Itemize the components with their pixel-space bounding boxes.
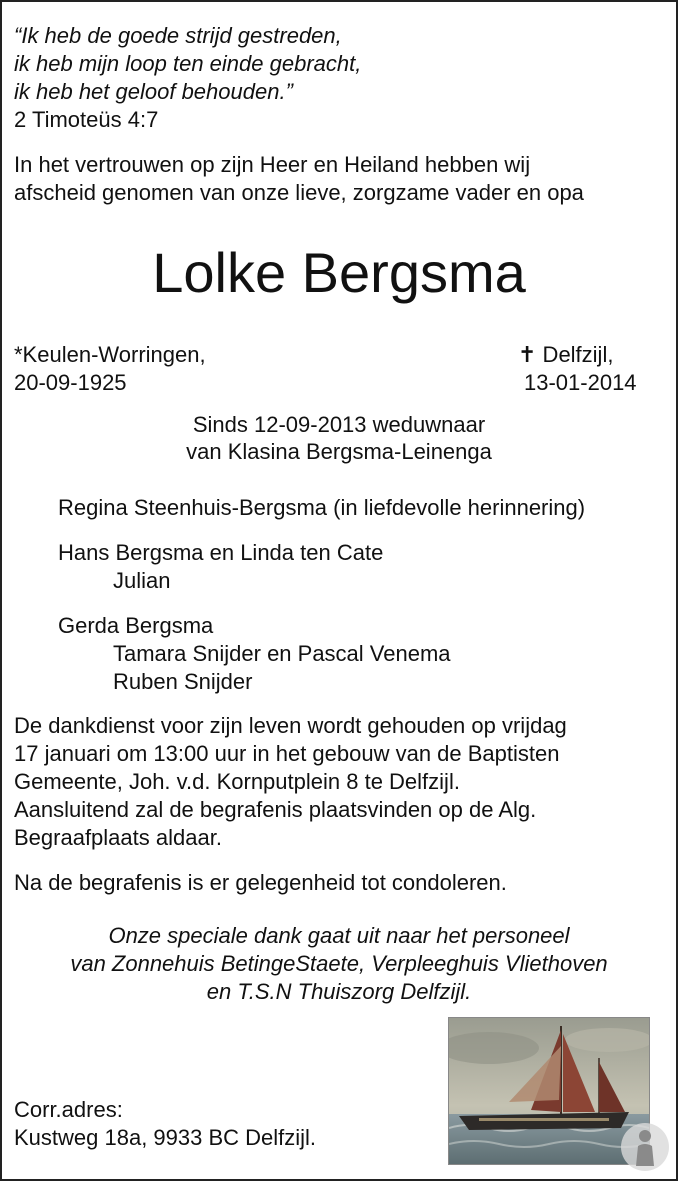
death-place: Delfzijl, (536, 342, 614, 367)
service-line-5: Begraafplaats aldaar. (14, 825, 222, 850)
widower-line-2: van Klasina Bergsma-Leinenga (186, 439, 492, 464)
family-line-3-child-1: Tamara Snijder en Pascal Venema (113, 641, 451, 666)
service-line-1: De dankdienst voor zijn leven wordt gehouden op vrijdag (14, 713, 567, 738)
thanks-line-3: en T.S.N Thuiszorg Delfzijl. (206, 979, 472, 1004)
person-silhouette-icon (620, 1122, 670, 1172)
quote-line-2: ik heb mijn loop ten einde gebracht, (14, 51, 362, 76)
family-line-3: Gerda Bergsma (58, 613, 214, 638)
death-place-line (518, 342, 613, 368)
deceased-name: Lolke Bergsma (152, 241, 526, 304)
family-line-2: Hans Bergsma en Linda ten Cate (58, 540, 384, 565)
funeral-logo (620, 1122, 670, 1172)
cross-icon: ✝ (518, 342, 537, 367)
address-value: Kustweg 18a, 9933 BC Delfzijl. (14, 1125, 317, 1150)
family-line-2-child: Julian (113, 568, 171, 593)
family-line-3-child-2: Ruben Snijder (113, 669, 253, 694)
quote-reference: 2 Timoteüs 4:7 (14, 107, 159, 132)
thanks-line-1: Onze speciale dank gaat uit naar het personeel (108, 923, 570, 948)
service-line-4: Aansluitend zal de begrafenis plaatsvinden op de Alg. (14, 797, 537, 822)
death-date: 13-01-2014 (524, 370, 637, 395)
quote-line-3: ik heb het geloof behouden.” (14, 79, 293, 104)
intro-line-2: afscheid genomen van onze lieve, zorgzame vader en opa (14, 180, 584, 205)
birth-date: 20-09-1925 (14, 370, 127, 395)
address-label: Corr.adres: (14, 1097, 123, 1122)
birth-place: *Keulen-Worringen, (14, 342, 206, 367)
service-line-2: 17 januari om 13:00 uur in het gebouw van de Baptisten (14, 741, 560, 766)
widower-line-1: Sinds 12-09-2013 weduwnaar (192, 412, 486, 437)
intro-line-1: In het vertrouwen op zijn Heer en Heiland hebben wij (14, 152, 531, 177)
thanks-line-2: van Zonnehuis BetingeStaete, Verpleeghuis Vliethoven (70, 951, 608, 976)
service-line-3: Gemeente, Joh. v.d. Kornputplein 8 te Delfzijl. (14, 769, 460, 794)
sailing-ship-image (449, 1018, 649, 1164)
condolence-text: Na de begrafenis is er gelegenheid tot condoleren. (14, 870, 507, 895)
family-line-1: Regina Steenhuis-Bergsma (in liefdevolle herinnering) (58, 495, 586, 520)
quote-line-1: “Ik heb de goede strijd gestreden, (14, 23, 342, 48)
